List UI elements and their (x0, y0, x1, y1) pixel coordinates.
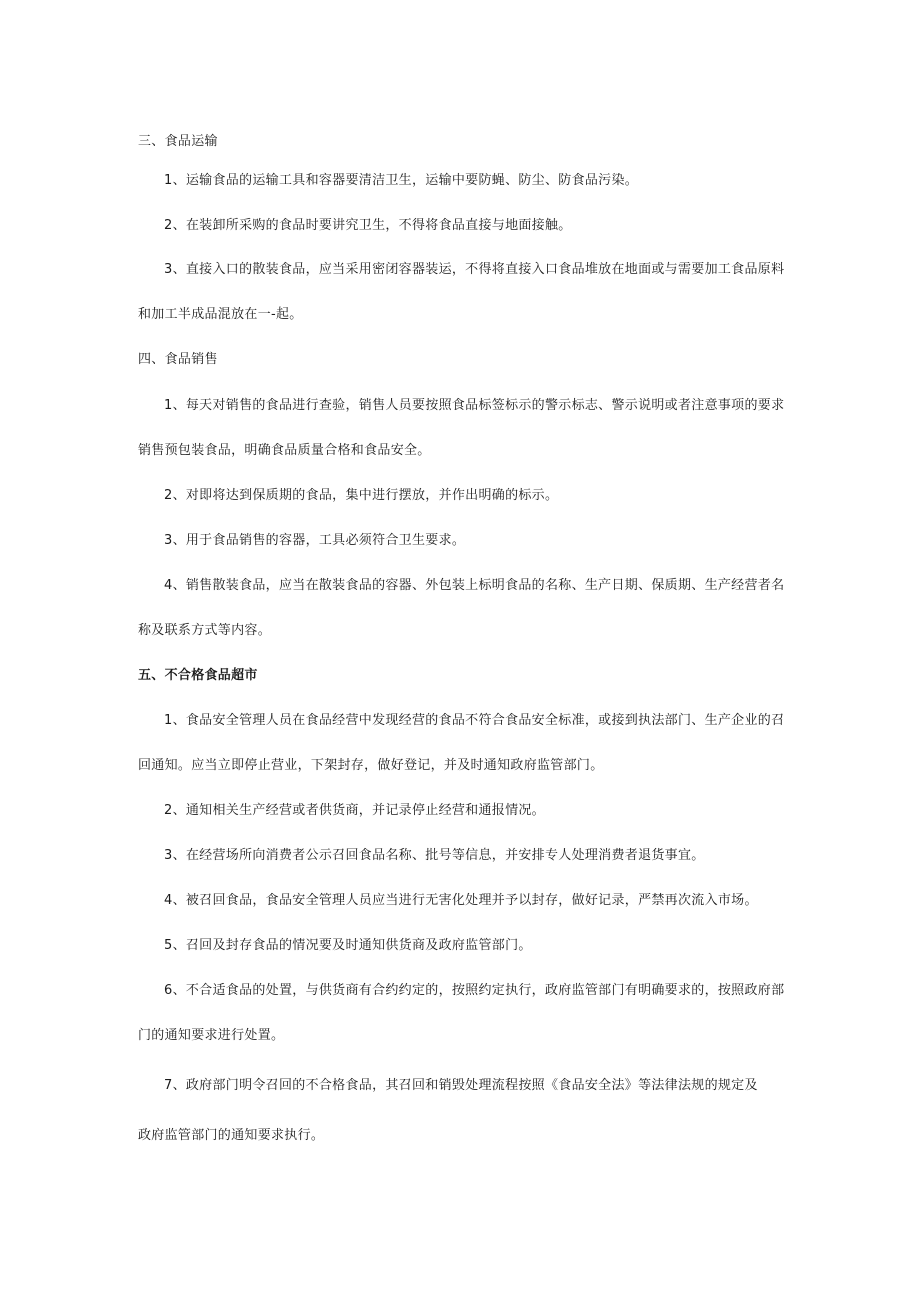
paragraph-line: 3、用于食品销售的容器，工具必须符合卫生要求。 (164, 533, 466, 548)
paragraph-line-continued: 门的通知要求进行处置。 (138, 1028, 285, 1043)
paragraph-line: 5、召回及封存食品的情况要及时通知供货商及政府监管部门。 (164, 938, 532, 953)
paragraph-line-continued: 回通知。应当立即停止营业，下架封存，做好登记，并及时通知政府监管部门。 (138, 758, 604, 773)
paragraph-line: 6、不合适食品的处置，与供货商有合约约定的，按照约定执行，政府监管部门有明确要求的，按照政府部 (164, 983, 785, 998)
paragraph-line: 3、直接入口的散装食品，应当采用密闭容器装运，不得将直接入口食品堆放在地面或与需要加工食品原料 (164, 262, 785, 277)
paragraph-line: 3、在经营场所向消费者公示召回食品名称、批号等信息，并安排专人处理消费者退货事宜。 (164, 848, 705, 863)
paragraph-line: 4、被召回食品，食品安全管理人员应当进行无害化处理并予以封存，做好记录，严禁再次流入市场。 (164, 893, 758, 908)
paragraph-line: 2、对即将达到保质期的食品，集中进行摆放，并作出明确的标示。 (164, 488, 559, 503)
paragraph-line: 2、通知相关生产经营或者供货商，并记录停止经营和通报情况。 (164, 803, 545, 818)
paragraph-line: 1、运输食品的运输工具和容器要清洁卫生，运输中要防蝇、防尘、防食品污染。 (164, 173, 639, 188)
paragraph-line: 1、食品安全管理人员在食品经营中发现经营的食品不符合食品安全标准，或接到执法部门、生产企业的召 (164, 713, 785, 728)
paragraph-line-continued: 称及联系方式等内容。 (138, 623, 272, 638)
section-heading-transport: 三、食品运输 (138, 134, 218, 149)
section-heading-sales: 四、食品销售 (138, 352, 218, 367)
paragraph-line: 1、每天对销售的食品进行查验，销售人员要按照食品标签标示的警示标志、警示说明或者注意事项的要求 (164, 398, 785, 413)
paragraph-line: 7、政府部门明令召回的不合格食品，其召回和销毁处理流程按照《食品安全法》等法律法规的规定及 (164, 1078, 758, 1093)
paragraph-line-continued: 政府监管部门的通知要求执行。 (138, 1128, 325, 1143)
paragraph-line: 2、在装卸所采购的食品时要讲究卫生，不得将食品直接与地面接触。 (164, 218, 572, 233)
paragraph-line: 4、销售散装食品，应当在散装食品的容器、外包装上标明食品的名称、生产日期、保质期、生产经营者名 (164, 578, 785, 593)
paragraph-line-continued: 销售预包装食品，明确食品质量合格和食品安全。 (138, 443, 431, 458)
section-heading-nonconforming: 五、不合格食品超市 (138, 668, 258, 683)
paragraph-line-continued: 和加工半成品混放在一-起。 (138, 307, 303, 322)
